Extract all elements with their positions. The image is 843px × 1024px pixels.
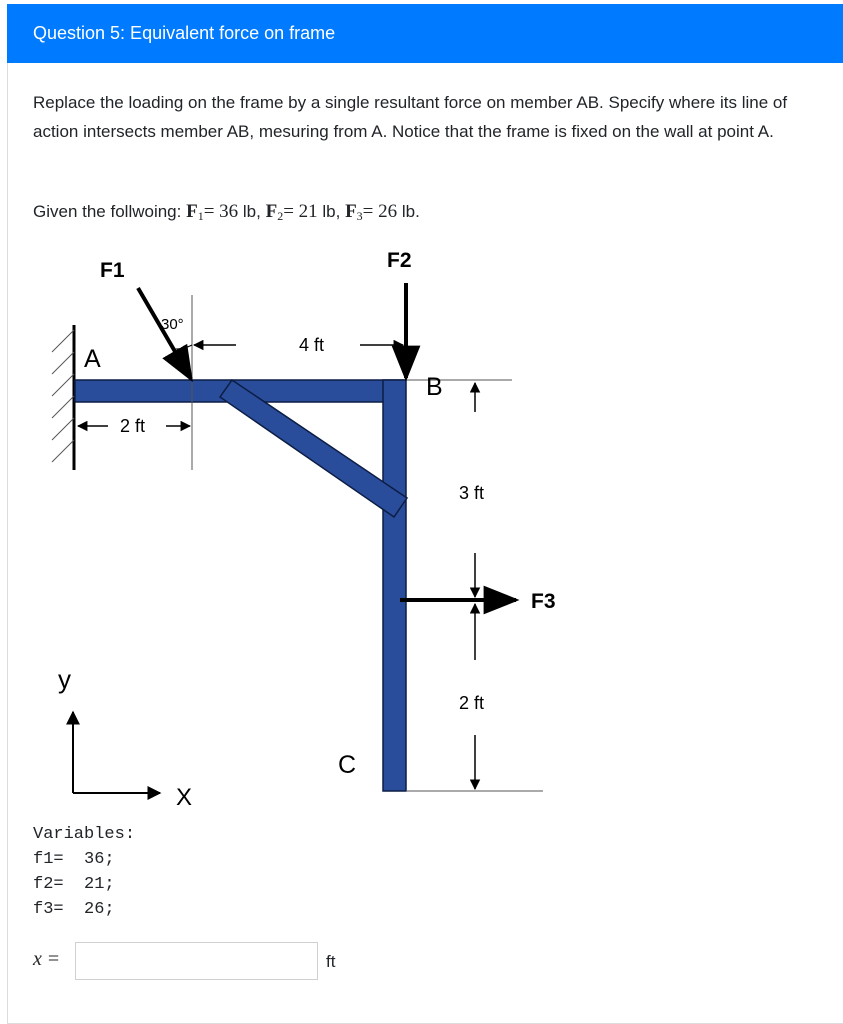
given-prefix: Given the follwoing:: [33, 202, 187, 221]
force-f3-label: F3: [531, 590, 556, 613]
question-title: Question 5: Equivalent force on frame: [33, 23, 336, 43]
dim-2ft-right-label: 2 ft: [459, 693, 485, 713]
variables-block: [33, 822, 135, 922]
y-axis-label: y: [58, 664, 71, 694]
answer-unit: ft: [326, 952, 336, 971]
point-a-label: A: [84, 345, 101, 373]
variable-line-f2: f2= 21;: [33, 875, 115, 894]
dim-4ft-label: 4 ft: [299, 335, 325, 355]
force-f2-value: $F_2= 21$: [265, 201, 318, 223]
force-f1-arrow: [138, 288, 191, 379]
variable-line-f1: f1= 36;: [33, 850, 115, 869]
force-f1-label: F1: [100, 259, 125, 282]
variables-title: Variables:: [33, 825, 136, 844]
force-f3-value: $F_3= 26$: [345, 201, 398, 223]
angle-label: 30°: [161, 316, 184, 333]
answer-label: x =: [33, 948, 60, 970]
given-values: [33, 197, 818, 226]
question-header: [7, 4, 843, 63]
point-b-label: B: [426, 373, 443, 401]
force-f2-unit: lb,: [317, 202, 346, 221]
dim-2ft-label: 2 ft: [120, 416, 146, 436]
point-c-label: C: [338, 751, 357, 779]
frame-figure: [0, 240, 843, 820]
force-f1-value: $F_1= 36$: [186, 201, 239, 223]
member-bc: [383, 380, 406, 791]
force-f1-unit: lb,: [238, 202, 266, 221]
problem-statement: Replace the loading on the frame by a single resultant force on member AB. Specify where its line of action intersects member AB, mesuring from A. Notice that the frame is fixed on the wall at point A.: [33, 93, 788, 141]
fixed-wall: [52, 325, 74, 470]
variable-line-f3: f3= 26;: [33, 900, 115, 919]
dim-3ft-label: 3 ft: [459, 483, 485, 503]
answer-input[interactable]: [75, 942, 318, 980]
x-axis-label: X: [176, 784, 193, 811]
angle-arc: [174, 345, 192, 349]
force-f3-unit: lb.: [397, 202, 420, 221]
force-f2-label: F2: [387, 249, 412, 272]
